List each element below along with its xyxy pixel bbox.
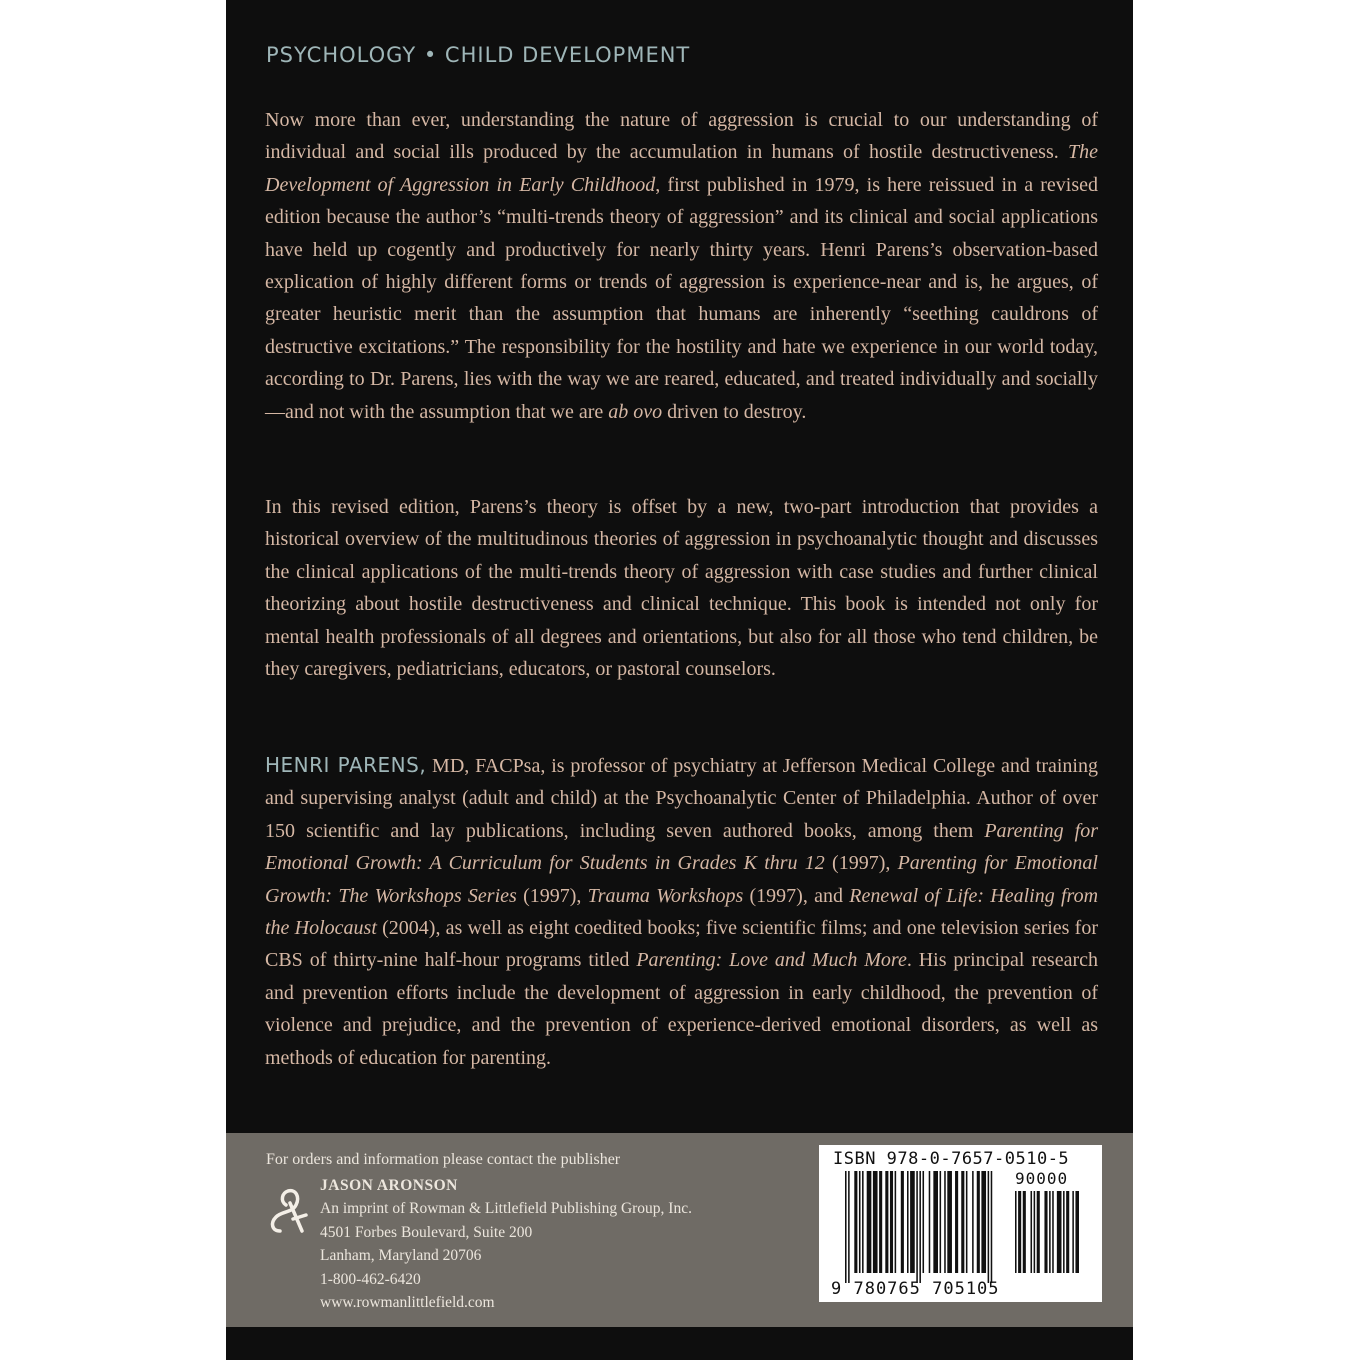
author-bio (265, 749, 1098, 1074)
book-title: The Development of Aggression in Early Childhood (265, 141, 1098, 196)
publisher-phone: 1-800-462-6420 (320, 1270, 421, 1288)
publisher-logo-icon (266, 1183, 312, 1235)
barcode-bar (859, 1171, 861, 1273)
barcode-bar (1015, 1191, 1017, 1273)
description-paragraph-2: In this revised edition, Parens’s theory is offset by a new, two-part introduction that provides a historical overview of the multitudinous theories of aggression in psychoanalytic thought and discusses the clinical applications of the multi-trends theory of aggression with case studies and further clinical theorizing about hostile destructiveness and clinical technique. This book is intended not only for mental health professionals of all degrees and orientations, but also for all those who tend children, be they caregivers, pediatricians, educators, or pastoral counselors. (265, 496, 1098, 681)
publisher-address-line-1: 4501 Forbes Boulevard, Suite 200 (320, 1223, 533, 1241)
barcode-bar (1049, 1191, 1051, 1273)
barcode-bar (854, 1171, 857, 1273)
text-run: MD, FACPsa, is professor of psychiatry at Jefferson Medical College and training and supervising analyst (adult and child) at the Psychoanalytic Center of Philadelphia. Author of over 150 scientific and lay publications, including seven authored books, among them (265, 755, 1098, 842)
barcode-bar (955, 1171, 958, 1273)
barcode-bar (1075, 1191, 1079, 1273)
publisher-block (320, 1174, 692, 1314)
text-run: . His principal research and prevention efforts include the development of aggression in early childhood, the prevention of violence and prejudice, and the prevention of experience-derived emotional disorders, as well as methods of education for parenting. (265, 949, 1098, 1069)
barcode-bar (1037, 1191, 1040, 1273)
barcode-bar (907, 1171, 909, 1273)
book-title: Renewal of Life: Healing from the Holocaust (265, 884, 1099, 940)
barcode-bar (1034, 1191, 1036, 1273)
barcode-bar (972, 1171, 974, 1273)
barcode-bar (890, 1171, 893, 1273)
publisher-imprint: An imprint of Rowman & Littlefield Publishing Group, Inc. (320, 1200, 692, 1218)
barcode-bar (988, 1171, 990, 1283)
barcode-bar (1072, 1191, 1074, 1273)
barcode-bar (1031, 1191, 1033, 1273)
text-run: (2004), as well as eight coedited books; five scientific films; and one television series for CBS of thirty-nine half-hour programs titled (265, 917, 1098, 972)
barcode-bar (1052, 1191, 1054, 1273)
book-title: Parenting: Love and Much More (636, 949, 907, 972)
latin-phrase: ab ovo (608, 400, 663, 423)
barcode-bar (873, 1171, 878, 1273)
barcode-bar (916, 1171, 918, 1283)
barcode-bar (910, 1171, 915, 1273)
back-cover (226, 0, 1133, 1360)
text-run: (1997), (824, 852, 898, 875)
barcode-bar (961, 1171, 964, 1273)
isbn-label: ISBN 978-0-7657-0510-5 (833, 1149, 1070, 1169)
text-run: (1997), (516, 884, 588, 907)
barcode-bar (977, 1171, 980, 1273)
text-run: Now more than ever, understanding the nature of aggression is crucial to our understanding of individual and social ills produced by the accumulation in humans of hostile destructiveness. (265, 109, 1098, 164)
publisher-address-line-2: Lanham, Maryland 20706 (320, 1247, 482, 1265)
publisher-name: JASON ARONSON (320, 1177, 458, 1194)
barcode-bar (940, 1171, 942, 1273)
barcode-bar (1066, 1191, 1069, 1273)
barcode-bar (848, 1171, 850, 1283)
barcode-bar (901, 1171, 904, 1273)
barcode-panel (819, 1145, 1102, 1302)
text-run: , first published in 1979, is here reissued in a revised edition because the author’s “multi-trends theory of aggression” and its clinical and social applications have held up cogently and productively for nearly thirty years. Henri Parens’s observation-based explication of highly different forms or trends of aggression is experience-near and is, he argues, of greater heuristic merit than the assumption that humans are inherently “seething cauldrons of destructive excitations.” The responsibility for the hostility and hate we experience in our world today, according to Dr. Parens, lies with the way we are reared, educated, and treated individually and socially—and not with the assumption that we are (265, 173, 1098, 423)
category-heading: PSYCHOLOGY • CHILD DEVELOPMENT (266, 43, 691, 67)
barcode-bar (919, 1171, 921, 1283)
barcode-bar (895, 1171, 897, 1273)
barcode-bar (862, 1171, 864, 1273)
barcode-bar (966, 1171, 968, 1273)
publisher-footer (226, 1133, 1133, 1327)
description-paragraph-1 (265, 104, 1098, 428)
barcode-bar (879, 1171, 882, 1273)
barcode-bar (933, 1171, 938, 1273)
barcode-bar (845, 1171, 847, 1283)
barcode-bar (1044, 1191, 1047, 1273)
publisher-website: www.rowmanlittlefield.com (320, 1294, 495, 1312)
book-title: Parenting for Emotional Growth: The Workshops Series (265, 852, 1098, 907)
barcode-bar (981, 1171, 986, 1273)
barcode-bar (947, 1171, 952, 1273)
book-title: Trauma Workshops (587, 884, 744, 907)
barcode-bar (1063, 1191, 1065, 1273)
barcode-bar (923, 1171, 925, 1273)
barcode-bar (867, 1171, 872, 1273)
text-run: (1997), and (743, 884, 850, 907)
barcode-bar (1057, 1191, 1062, 1273)
barcode-bar (885, 1171, 888, 1273)
orders-line: For orders and information please contact the publisher (266, 1151, 621, 1168)
barcode-bar (1023, 1191, 1026, 1273)
text-run: driven to destroy. (662, 400, 807, 423)
barcode-bar (929, 1171, 931, 1273)
ean-barcode (845, 1171, 1005, 1283)
ean-digits: 9 780765 705105 (831, 1279, 1000, 1299)
barcode-bar (1018, 1191, 1021, 1273)
author-name: HENRI PARENS, (265, 753, 427, 777)
price-code: 90000 (1015, 1169, 1069, 1188)
barcode-bar (991, 1171, 993, 1283)
price-barcode (1015, 1191, 1079, 1283)
barcode-bar (944, 1171, 946, 1273)
book-title: Parenting for Emotional Growth: A Curriculum for Students in Grades K thru 12 (265, 819, 1098, 875)
